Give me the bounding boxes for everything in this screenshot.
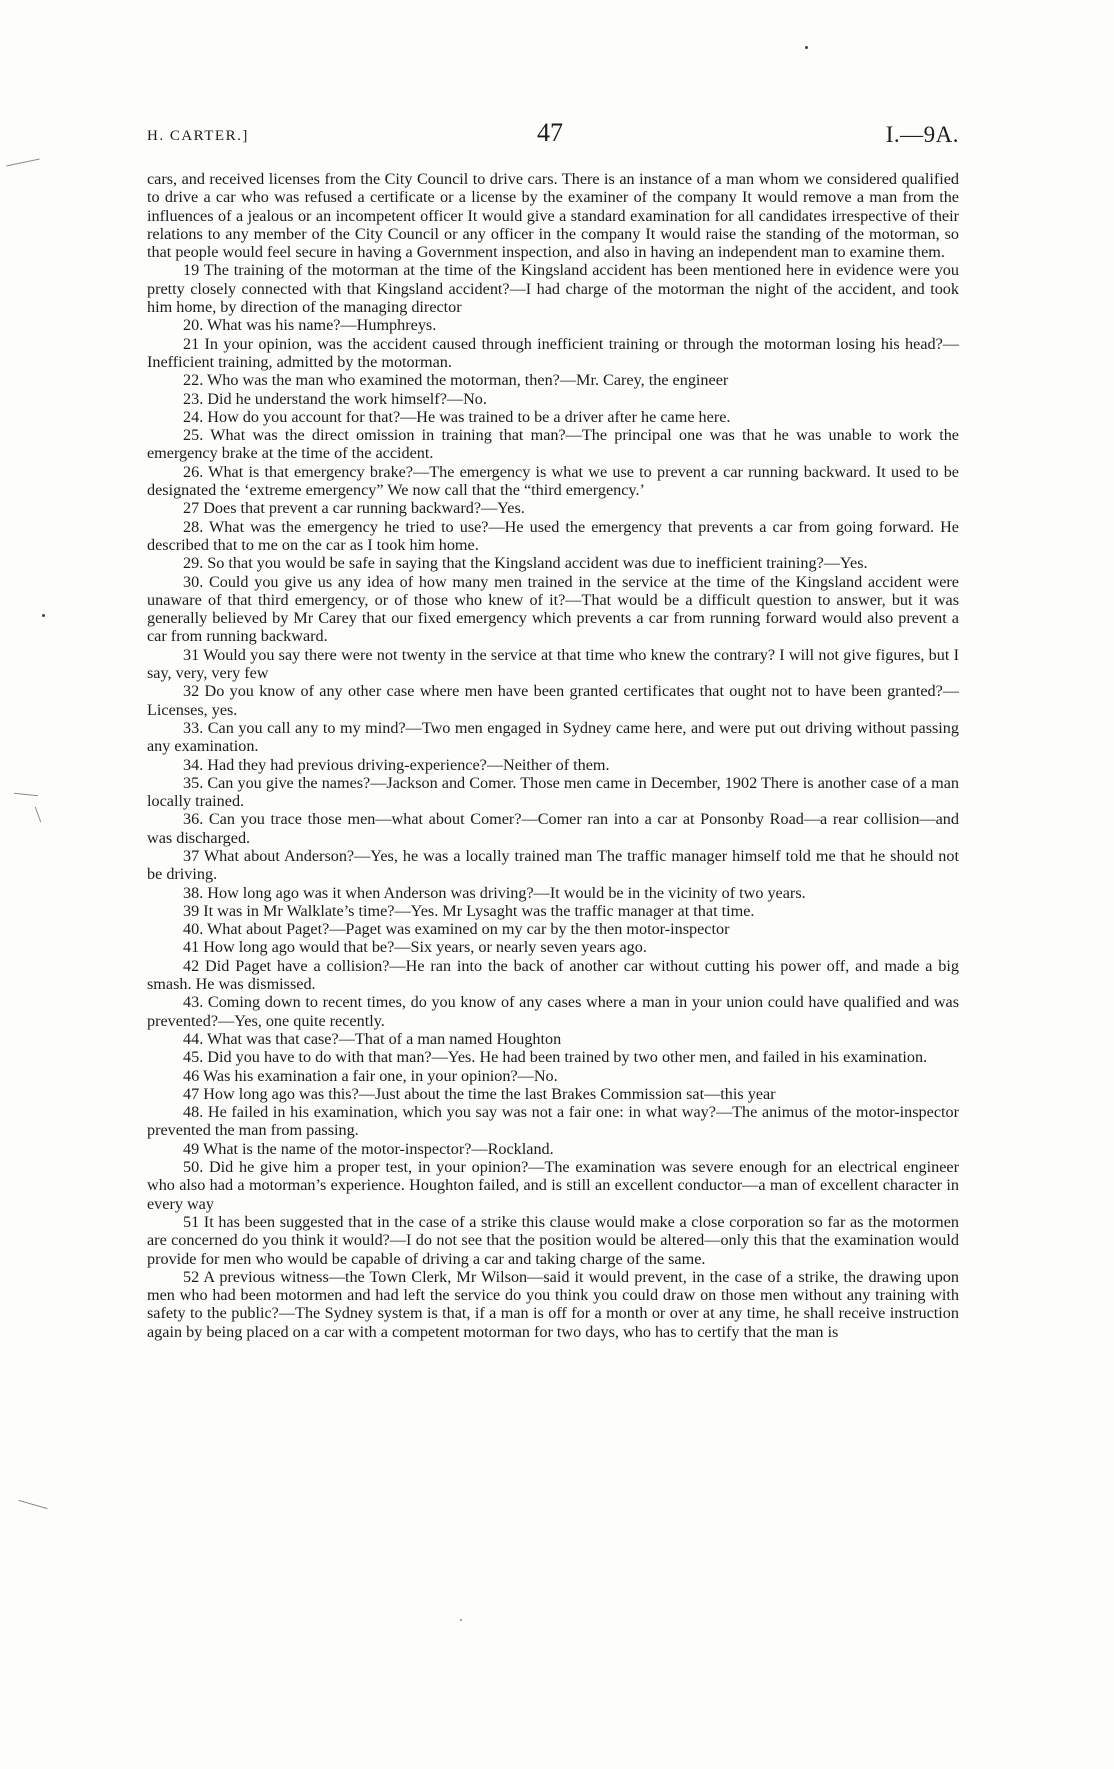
margin-mark [14,793,38,797]
paragraph: 25. What was the direct omission in training that man?—The principal one was that he was unable to work the emergency brake at the time of the accident. [147,426,959,463]
paragraph: 36. Can you trace those men—what about Comer?—Comer ran into a car at Ponsonby Road—a rear collision—and was discharged. [147,810,959,847]
speck [460,1619,462,1621]
paragraph: 21 In your opinion, was the accident caused through inefficient training or through the motorman losing his head?—Inefficient training, admitted by the motorman. [147,334,959,371]
paragraph: 41 How long ago would that be?—Six years, or nearly seven years ago. [183,938,647,957]
paragraph: 50. Did he give him a proper test, in your opinion?—The examination was severe enough for an electrical engineer who also had a motorman’s experience. Houghton failed, and is still an excellent conductor—a man of excellent character in every way [147,1158,959,1213]
paragraph: cars, and received licenses from the City Council to drive cars. There is an instance of a man whom we considered qualified to drive a car who was refused a certificate or a license by the examiner of the company It would remove a man from the influences of a jealous or an incompetent officer It would give a standard examination for all candidates irrespective of their relations to any member of the City Council or any officer in the company It would raise the standing of the motorman, so that people would feel secure in having a Government inspection, and also in having an independent man to examine them. [147,170,959,262]
paragraph: 44. What was that case?—That of a man named Houghton [183,1029,562,1048]
paragraph: 24. How do you account for that?—He was trained to be a driver after he came here. [183,407,731,426]
paragraph: 22. Who was the man who examined the motorman, then?—Mr. Carey, the engineer [183,371,729,390]
paragraph: 30. Could you give us any idea of how many men trained in the service at the time of the Kingsland accident were unaware of that third emergency, or of those who knew of it?—That would be a difficult question to answer, but it was generally believed by Mr Carey that our fixed emergency which prevents a car from running forward would also prevent a car from running backward. [147,572,959,646]
paragraph: 43. Coming down to recent times, do you know of any cases where a man in your union could have qualified and was prevented?—Yes, one quite recently. [147,993,959,1030]
paragraph: 35. Can you give the names?—Jackson and Comer. Those men came in December, 1902 There is another case of a man locally trained. [147,773,959,811]
witness-name: H. CARTER.] [147,128,249,144]
paragraph: 34. Had they had previous driving-experience?—Neither of them. [183,755,610,774]
paragraph: 46 Was his examination a fair one, in your opinion?—No. [183,1066,558,1085]
margin-mark [18,1500,47,1509]
document-reference: I.—9A. [885,122,959,147]
paragraph: 33. Can you call any to my mind?—Two men engaged in Sydney came here, and were put out driving without passing any examination. [147,718,959,756]
paragraph: 32 Do you know of any other case where men have been granted certificates that ought not to have been granted?—Licenses, yes. [147,682,959,719]
margin-mark [35,807,41,822]
page-header [147,118,959,158]
paragraph: 38. How long ago was it when Anderson was driving?—It would be in the vicinity of two years. [183,883,806,902]
paragraph: 26. What is that emergency brake?—The emergency is what we use to prevent a car running backward. It used to be designated the ‘extreme emergency” We now call that the “third emergency.’ [147,462,959,500]
paragraph: 29. So that you would be safe in saying that the Kingsland accident was due to inefficient training?—Yes. [183,554,868,573]
paragraph: 49 What is the name of the motor-inspector?—Rockland. [183,1139,554,1158]
paragraph: 51 It has been suggested that in the case of a strike this clause would make a close corporation so far as the motormen are concerned do you think it would?—I do not see that the position would be altered—only this that the examination would provide for men who would be capable of driving a car and taking charge of the same. [147,1212,959,1268]
paragraph: 42 Did Paget have a collision?—He ran into the back of another car without cutting his power off, and made a big smash. He was dismissed. [147,956,959,994]
speck [805,46,808,49]
paragraph: 20. What was his name?—Humphreys. [183,316,437,335]
paragraph: 28. What was the emergency he tried to use?—He used the emergency that prevents a car from going forward. He described that to me on the car as I took him home. [147,517,959,554]
paragraph: 23. Did he understand the work himself?—No. [183,389,487,408]
paragraph: 39 It was in Mr Walklate’s time?—Yes. Mr Lysaght was the traffic manager at that time. [183,901,755,920]
paragraph: 52 A previous witness—the Town Clerk, Mr Wilson—said it would prevent, in the case of a strike, the drawing upon men who had been motormen and had left the service do you think you could draw on those men without any training with safety to the public?—The Sydney system is that, if a man is off for a month or over at any time, he shall receive instruction again by being placed on a car with a competent motorman for two days, who has to certify that the man is [147,1267,959,1341]
margin-mark [6,158,39,166]
speck [42,614,45,617]
body-text [147,170,959,1341]
paragraph: 19 The training of the motorman at the time of the Kingsland accident has been mentioned here in evidence were you pretty closely connected with that Kingsland accident?—I had charge of the motorman the night of the accident, and took him home, by direction of the managing director [147,261,959,317]
paragraph: 37 What about Anderson?—Yes, he was a locally trained man The traffic manager himself told me that he should not be driving. [147,846,959,884]
paragraph: 31 Would you say there were not twenty in the service at that time who knew the contrary? I will not give figures, but I say, very, very few [147,645,959,683]
paragraph: 47 How long ago was this?—Just about the time the last Brakes Commission sat—this year [183,1084,776,1103]
page-number: 47 [537,118,563,147]
paragraph: 27 Does that prevent a car running backward?—Yes. [183,499,525,518]
paragraph: 48. He failed in his examination, which you say was not a fair one: in what way?—The animus of the motor-inspector prevented the man from passing. [147,1103,959,1140]
paragraph: 40. What about Paget?—Paget was examined on my car by the then motor-inspector [183,920,730,939]
paragraph: 45. Did you have to do with that man?—Yes. He had been trained by two other men, and failed in his examination. [183,1048,928,1067]
